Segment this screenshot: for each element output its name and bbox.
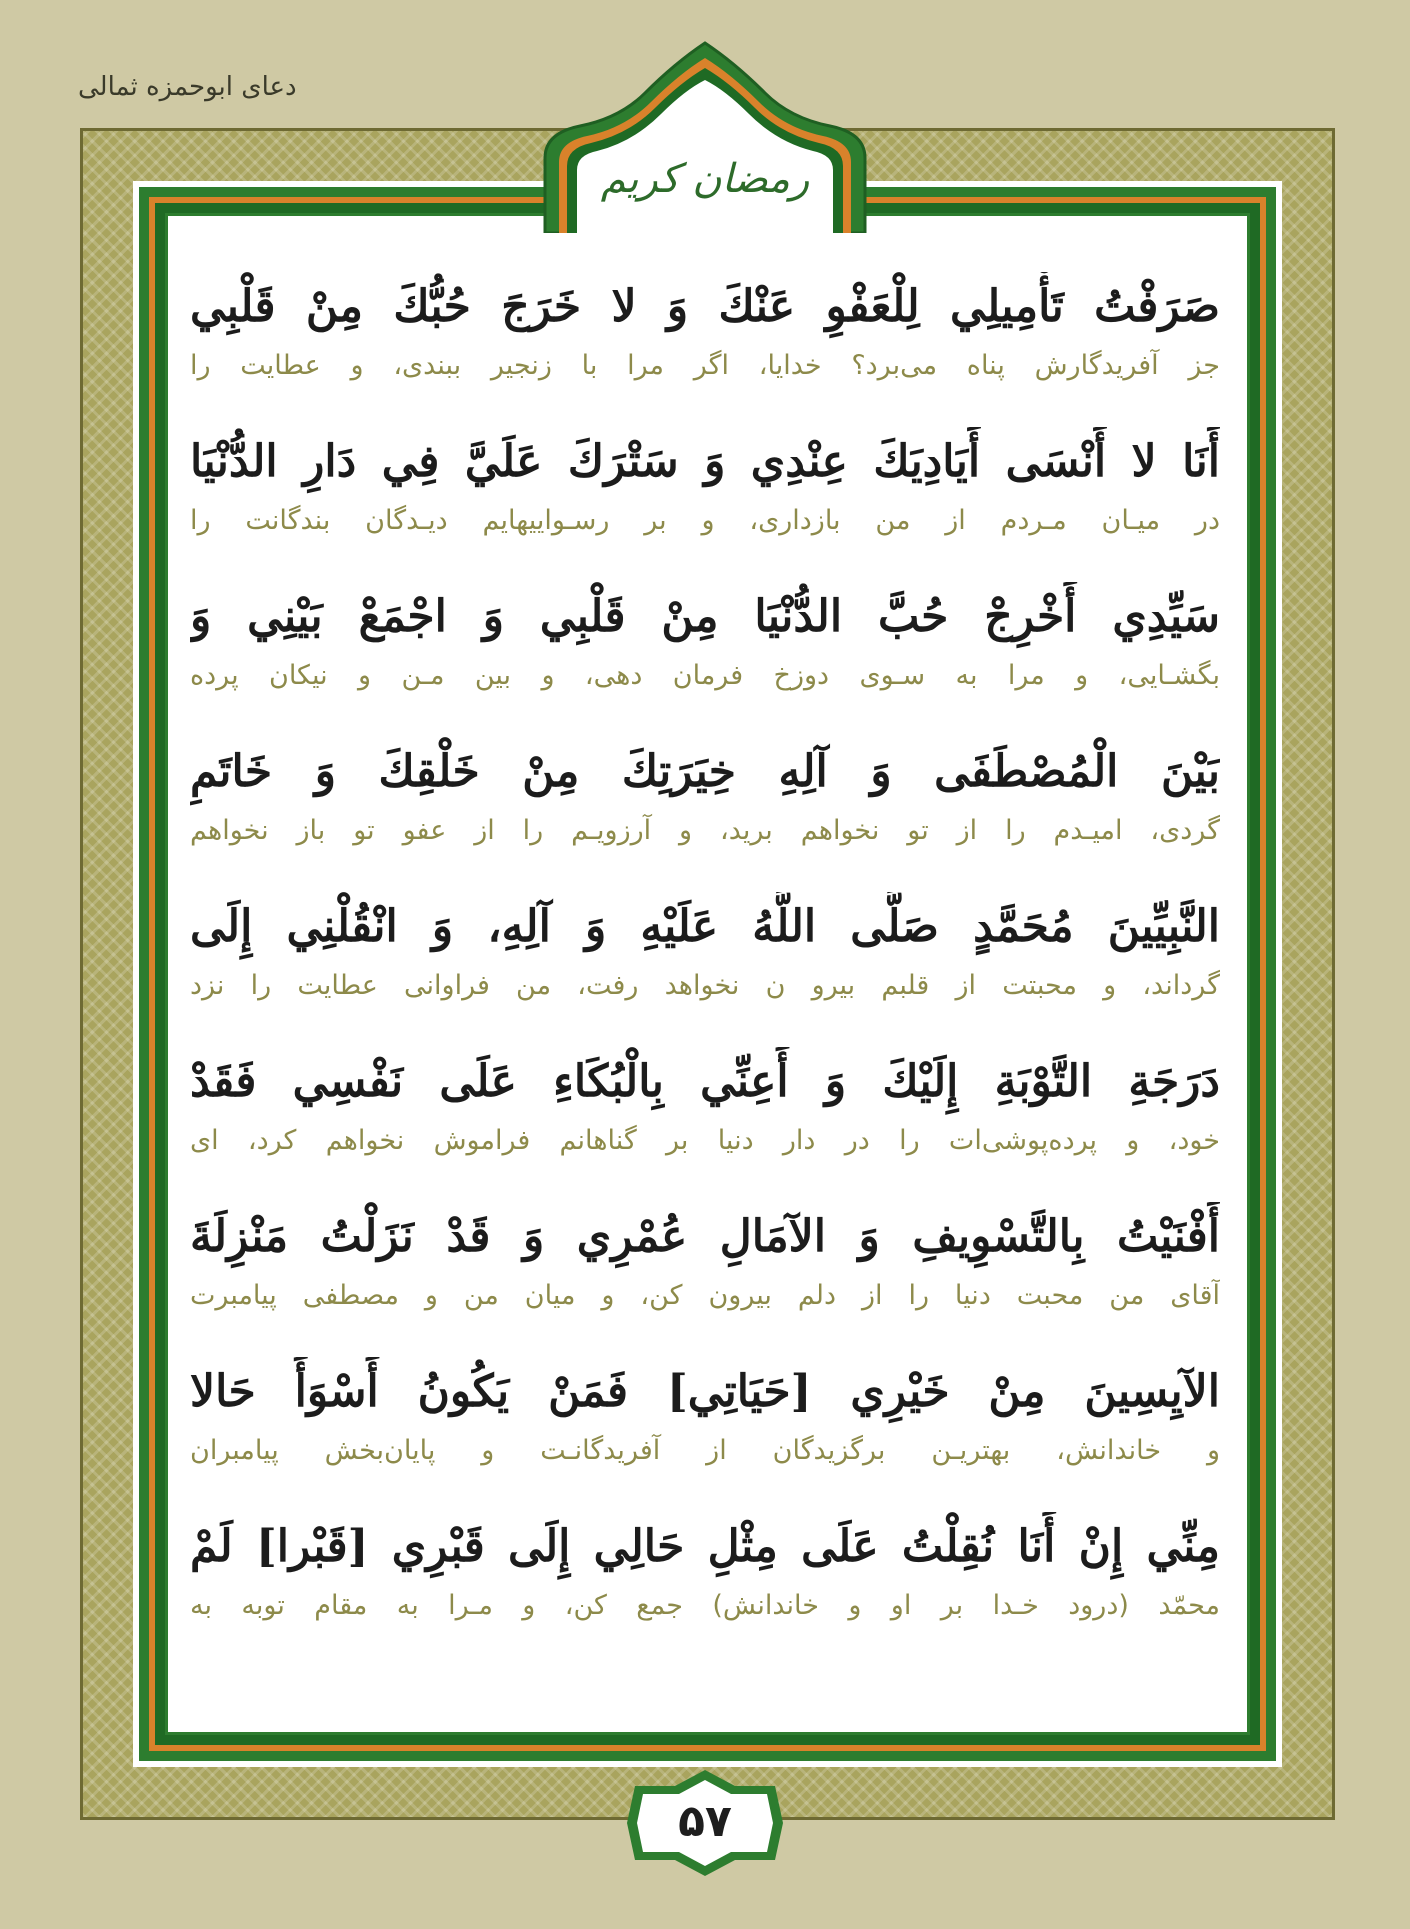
verse-block bbox=[190, 1357, 1220, 1512]
running-head-title: دعای ابوحمزه ثمالی bbox=[78, 72, 297, 102]
persian-line: در میـان مـردم از من بازداری، و بر رسـواییهایم دیـدگان بندگانت را bbox=[190, 505, 1220, 536]
arabic-line: الآيِسِينَ مِنْ خَيْرِي [حَيَاتِي] فَمَنْ يَكُونُ أَسْوَأَ حَالا bbox=[190, 1366, 1220, 1417]
page-number-badge bbox=[625, 1768, 785, 1878]
medallion-arch-icon bbox=[525, 38, 885, 233]
verse-block bbox=[190, 1202, 1220, 1357]
verse-block bbox=[190, 892, 1220, 1047]
verse-block bbox=[190, 582, 1220, 737]
persian-line: خود، و پرده‌پوشی‌ات را در دار دنیا بر گناهانم فراموش نخواهم کرد، ای bbox=[190, 1125, 1220, 1156]
arabic-line: دَرَجَةِ التَّوْبَةِ إِلَيْكَ وَ أَعِنِّي بِالْبُكَاءِ عَلَى نَفْسِي فَقَدْ bbox=[190, 1056, 1220, 1107]
persian-line: و خاندانش، بهتریـن برگزیدگان از آفریدگانـت و پایان‌بخش پیامبران bbox=[190, 1435, 1220, 1466]
arabic-line: سَيِّدِي أَخْرِجْ حُبَّ الدُّنْيَا مِنْ قَلْبِي وَ اجْمَعْ بَيْنِي وَ bbox=[190, 591, 1220, 642]
verse-block bbox=[190, 427, 1220, 582]
verse-block bbox=[190, 737, 1220, 892]
arabic-line: مِنِّي إِنْ أَنَا نُقِلْتُ عَلَى مِثْلِ حَالِي إِلَى قَبْرِي [قَبْرا] لَمْ bbox=[190, 1521, 1220, 1572]
arabic-line: النَّبِيِّينَ مُحَمَّدٍ صَلَّى اللَّهُ عَلَيْهِ وَ آلِهِ، وَ انْقُلْنِي إِلَى bbox=[190, 901, 1220, 952]
persian-line: گرداند، و محبتت از قلبم بیرو ن نخواهد رفت، من فراوانی عطایت را نزد bbox=[190, 970, 1220, 1001]
arabic-line: صَرَفْتُ تَأْمِيلِي لِلْعَفْوِ عَنْكَ وَ لا خَرَجَ حُبُّكَ مِنْ قَلْبِي bbox=[190, 281, 1220, 332]
verse-block bbox=[190, 1512, 1220, 1667]
verse-block bbox=[190, 272, 1220, 427]
persian-line: گردی، امیـدم را از تو نخواهم برید، و آرزویـم را از عفو تو باز نخواهم bbox=[190, 815, 1220, 846]
header-medallion bbox=[525, 38, 885, 233]
verse-block bbox=[190, 1047, 1220, 1202]
page-number: ۵۷ bbox=[678, 1796, 732, 1847]
persian-line: آقای من محبت دنیا را از دلم بیرون کن، و میان من و مصطفی پیامبرت bbox=[190, 1280, 1220, 1311]
medallion-title: رمضان کریم bbox=[600, 156, 810, 202]
persian-line: محمّد (درود خـدا بر او و خاندانش) جمع کن، و مـرا به مقام توبه به bbox=[190, 1590, 1220, 1621]
persian-line: جز آفریدگارش پناه می‌برد؟ خدایا، اگر مرا با زنجیر ببندی، و عطایت را bbox=[190, 350, 1220, 381]
arabic-line: بَيْنَ الْمُصْطَفَى وَ آلِهِ خِيَرَتِكَ مِنْ خَلْقِكَ وَ خَاتَمِ bbox=[190, 746, 1220, 797]
persian-line: بگشـایی، و مرا به سـوی دوزخ فرمان دهی، و بین مـن و نیکان پرده bbox=[190, 660, 1220, 691]
prayer-text bbox=[190, 272, 1220, 1667]
arabic-line: أَفْنَيْتُ بِالتَّسْوِيفِ وَ الآمَالِ عُمْرِي وَ قَدْ نَزَلْتُ مَنْزِلَةَ bbox=[190, 1211, 1220, 1262]
arabic-line: أَنَا لا أَنْسَى أَيَادِيَكَ عِنْدِي وَ سَتْرَكَ عَلَيَّ فِي دَارِ الدُّنْيَا bbox=[190, 436, 1220, 487]
